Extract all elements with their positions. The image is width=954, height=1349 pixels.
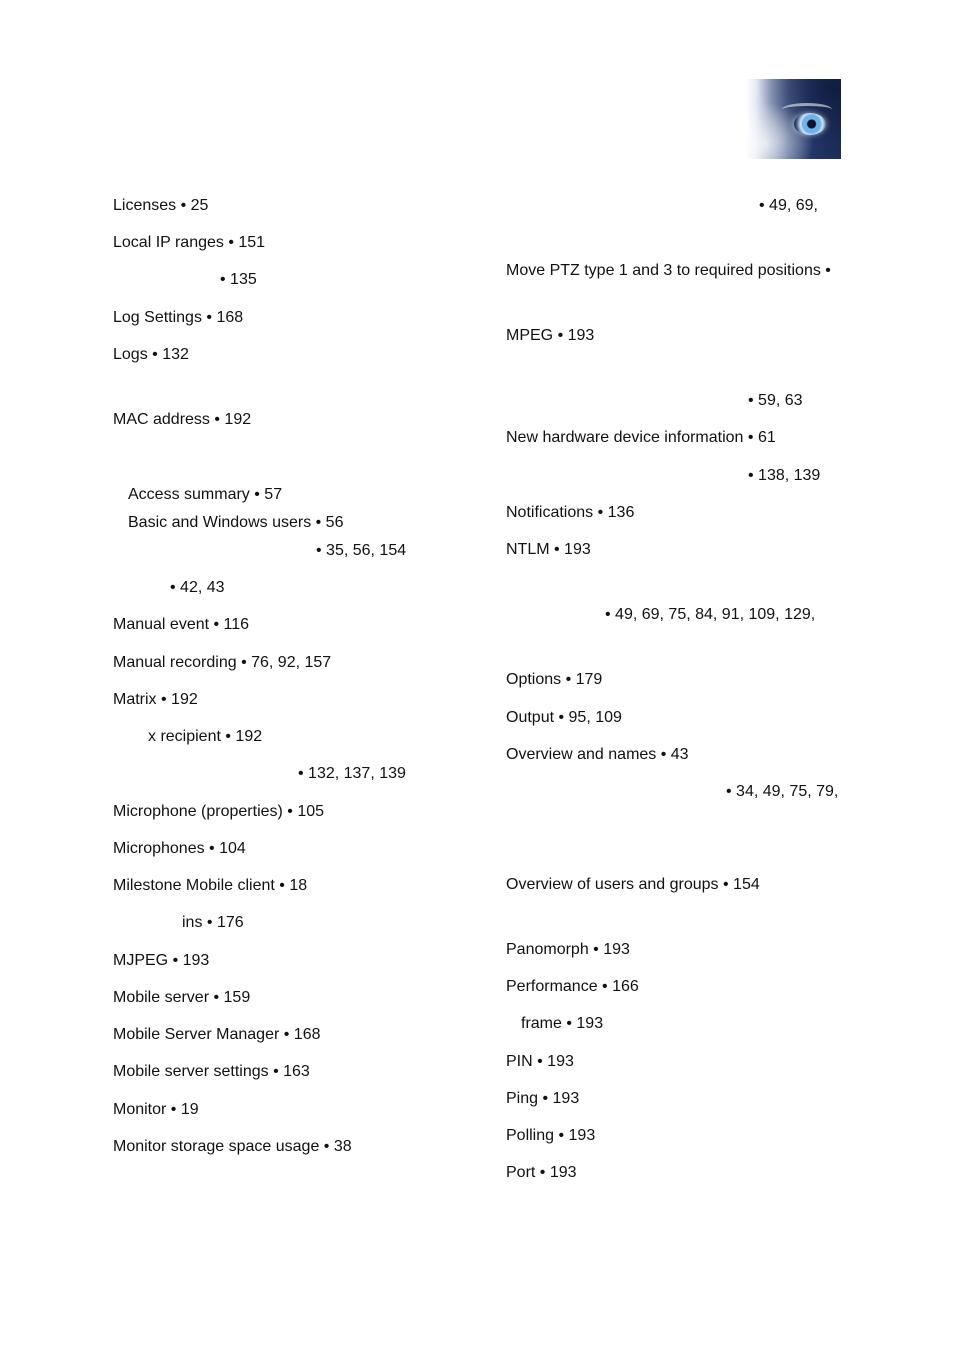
index-entry: Notifications • 136 (506, 504, 635, 521)
index-entry: Options • 179 (506, 671, 603, 688)
index-entry: • 35, 56, 154 (316, 542, 407, 559)
index-entry: • 132, 137, 139 (298, 765, 406, 782)
index-entry: Overview and names • 43 (506, 746, 689, 763)
index-entry: MJPEG • 193 (113, 952, 210, 969)
logo-fur-shading (746, 79, 841, 159)
wolf-eye-icon (794, 113, 826, 135)
index-entry: • 59, 63 (748, 392, 803, 409)
index-entry: Matrix • 192 (113, 691, 198, 708)
index-entry: New hardware device information • 61 (506, 429, 776, 446)
index-entry: Microphone (properties) • 105 (113, 803, 325, 820)
index-entry: Ping • 193 (506, 1090, 580, 1107)
index-entry: Microphones • 104 (113, 840, 246, 857)
index-entry: Licenses • 25 (113, 197, 209, 214)
index-entry: Monitor storage space usage • 38 (113, 1138, 352, 1155)
index-entry: Milestone Mobile client • 18 (113, 877, 308, 894)
index-entry: Output • 95, 109 (506, 709, 622, 726)
index-entry: • 138, 139 (748, 467, 821, 484)
index-entry: frame • 193 (521, 1015, 604, 1032)
index-entry: Move PTZ type 1 and 3 to required positions • (506, 262, 831, 279)
index-entry: Mobile server • 159 (113, 989, 251, 1006)
index-entry: NTLM • 193 (506, 541, 591, 558)
index-subentry: Basic and Windows users • 56 (128, 514, 344, 531)
index-entry: Mobile server settings • 163 (113, 1063, 310, 1080)
index-entry: Manual event • 116 (113, 616, 250, 633)
index-entry: Polling • 193 (506, 1127, 596, 1144)
index-subentry: Access summary • 57 (128, 486, 283, 503)
wolf-eye-logo (746, 79, 841, 159)
index-entry: x recipient • 192 (148, 728, 263, 745)
index-entry: Overview of users and groups • 154 (506, 876, 760, 893)
index-entry: PIN • 193 (506, 1053, 574, 1070)
index-entry: Port • 193 (506, 1164, 577, 1181)
index-entry: Mobile Server Manager • 168 (113, 1026, 321, 1043)
index-entry: • 49, 69, 75, 84, 91, 109, 129, (605, 606, 816, 623)
index-entry: MAC address • 192 (113, 411, 252, 428)
index-entry: ins • 176 (182, 914, 244, 931)
index-entry: • 49, 69, (759, 197, 818, 214)
index-entry: Performance • 166 (506, 978, 639, 995)
index-entry: • 34, 49, 75, 79, (726, 783, 839, 800)
index-entry: Monitor • 19 (113, 1101, 199, 1118)
index-entry: Manual recording • 76, 92, 157 (113, 654, 332, 671)
index-entry: Log Settings • 168 (113, 309, 244, 326)
index-entry: • 42, 43 (170, 579, 225, 596)
index-entry: MPEG • 193 (506, 327, 595, 344)
index-entry: Panomorph • 193 (506, 941, 630, 958)
index-entry: • 135 (220, 271, 257, 288)
index-entry: Local IP ranges • 151 (113, 234, 266, 251)
index-entry: Logs • 132 (113, 346, 189, 363)
